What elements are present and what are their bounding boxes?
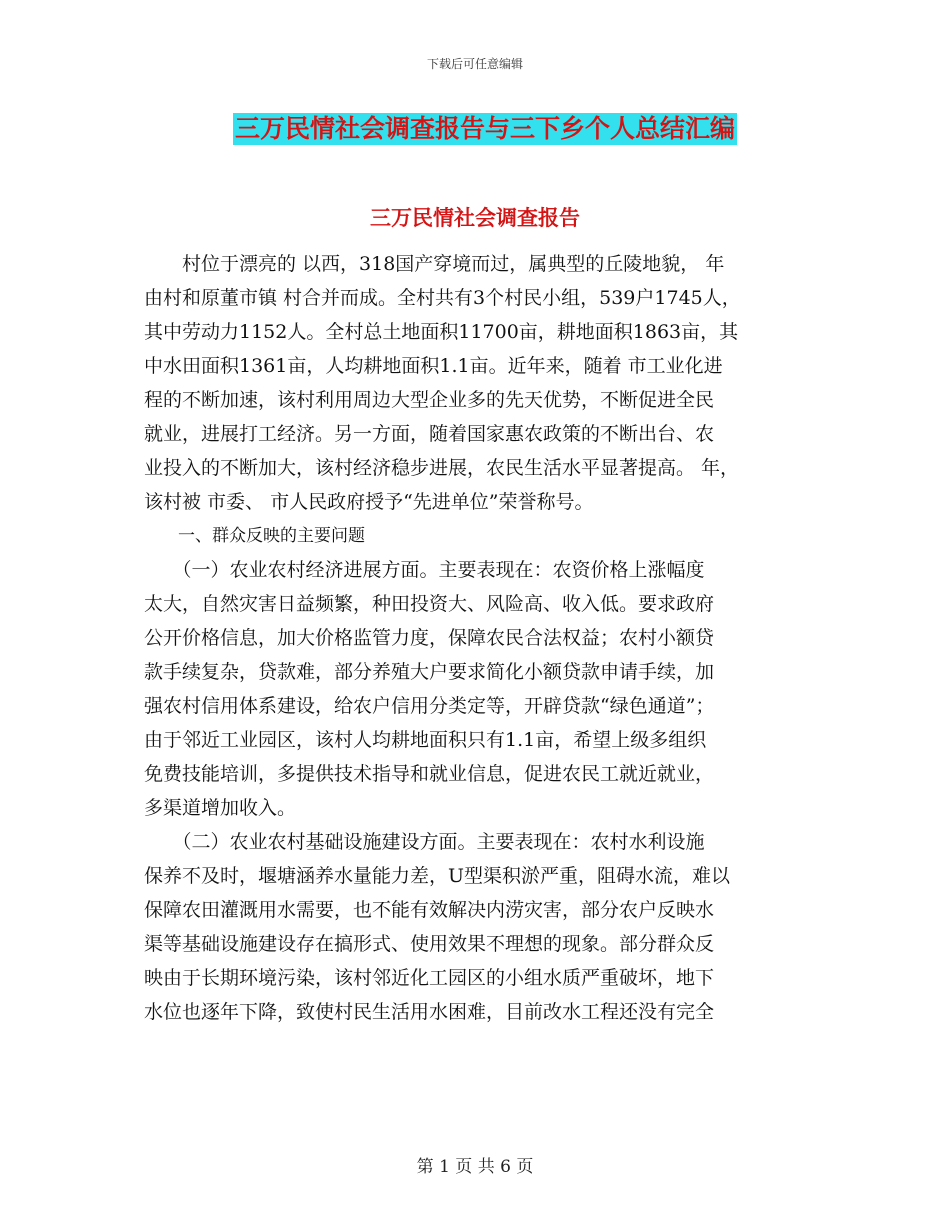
paragraph-line: 其中劳动力1152人。全村总土地面积11700亩，耕地面积1863亩，其 — [144, 321, 739, 343]
paragraph-line: 中水田面积1361亩，人均耕地面积1.1亩。近年来，随着 市工业化进 — [144, 355, 723, 377]
paragraph-line: 太大，自然灾害日益频繁，种田投资大、风险高、收入低。要求政府 — [144, 593, 715, 615]
header-note: 下载后可任意编辑 — [426, 57, 523, 71]
paragraph-line: 渠等基础设施建设存在搞形式、使用效果不理想的现象。部分群众反 — [144, 933, 715, 955]
paragraph-line: （二）农业农村基础设施建设方面。主要表现在：农村水利设施 — [144, 831, 705, 853]
paragraph-line: 强农村信用体系建设，给农户信用分类定等，开辟贷款“绿色通道”； — [144, 695, 715, 717]
paragraph-line: 业投入的不断加大，该村经济稳步进展，农民生活水平显著提高。 年， — [144, 457, 740, 479]
paragraph-line: 水位也逐年下降，致使村民生活用水困难，目前改水工程还没有完全 — [144, 1001, 715, 1023]
paragraph-line: 由村和原董市镇 村合并而成。全村共有3个村民小组，539户1745人， — [144, 287, 741, 309]
paragraph-line: 村位于漂亮的 以西，318国产穿境而过，属典型的丘陵地貌， 年 — [144, 253, 725, 275]
paragraph-line: 免费技能培训，多提供技术指导和就业信息，促进农民工就近就业， — [144, 763, 715, 785]
paragraph-line: 就业，进展打工经济。另一方面，随着国家惠农政策的不断出台、农 — [144, 423, 715, 445]
paragraph-line: 多渠道增加收入。 — [144, 797, 297, 819]
paragraph-line: 该村被 市委、 市人民政府授予“先进单位”荣誉称号。 — [144, 491, 594, 513]
body-text — [144, 247, 814, 1029]
paragraph-line: 款手续复杂，贷款难，部分养殖大户要求简化小额贷款申请手续，加 — [144, 661, 715, 683]
main-title: 三万民情社会调查报告与三下乡个人总结汇编 — [234, 114, 735, 143]
paragraph-line: 保障农田灌溉用水需要，也不能有效解决内涝灾害，部分农户反映水 — [144, 899, 715, 921]
paragraph-line: 公开价格信息，加大价格监管力度，保障农民合法权益；农村小额贷 — [144, 627, 715, 649]
paragraph-line: 程的不断加速，该村利用周边大型企业多的先天优势，不断促进全民 — [144, 389, 715, 411]
page-footer: 第 1 页 共 6 页 — [416, 1157, 534, 1177]
sub-title: 三万民情社会调查报告 — [370, 206, 580, 230]
section-heading: 一、群众反映的主要问题 — [144, 526, 365, 546]
paragraph-line: （一）农业农村经济进展方面。主要表现在：农资价格上涨幅度 — [144, 559, 705, 581]
paragraph-line: 由于邻近工业园区，该村人均耕地面积只有1.1亩，希望上级多组织 — [144, 729, 707, 751]
paragraph-line: 保养不及时，堰塘涵养水量能力差，U型渠积淤严重，阻碍水流，难以 — [144, 865, 731, 887]
main-title-container — [0, 113, 950, 145]
paragraph-line: 映由于长期环境污染，该村邻近化工园区的小组水质严重破坏，地下 — [144, 967, 715, 989]
